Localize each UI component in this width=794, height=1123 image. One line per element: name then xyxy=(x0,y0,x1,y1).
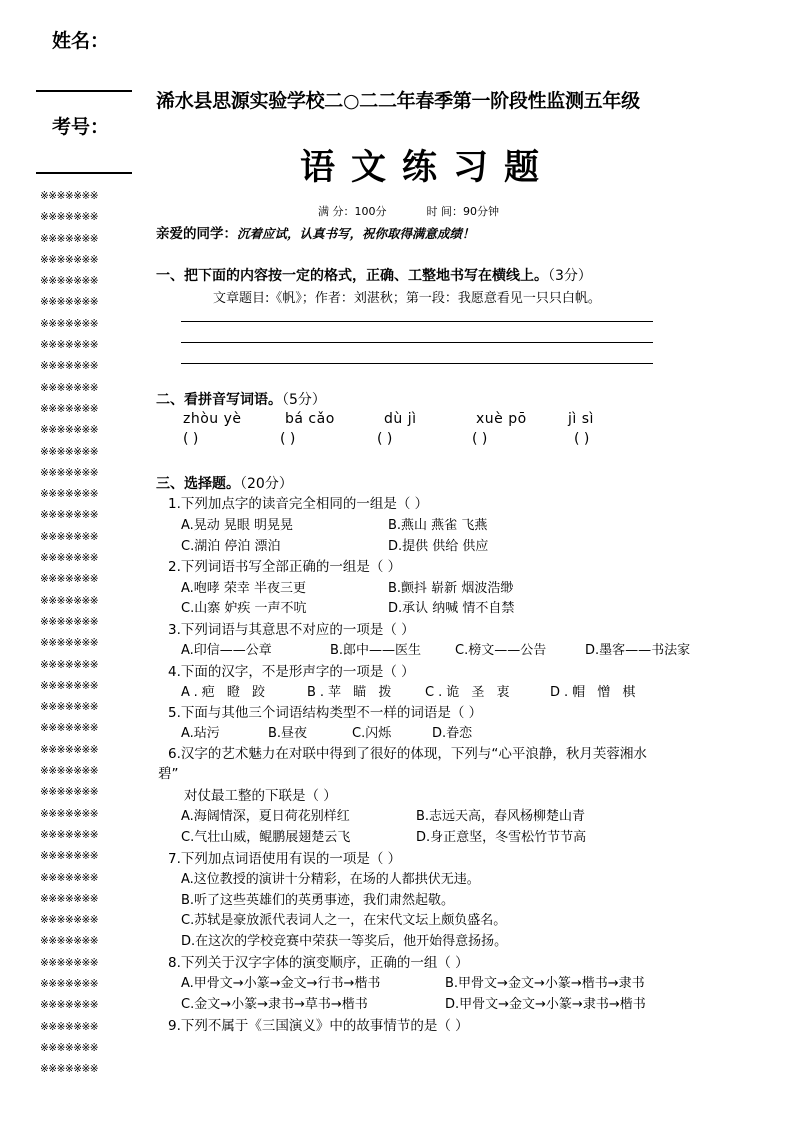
cut-line-row: ※※※※※※※ xyxy=(40,211,99,224)
option-a[interactable]: A.晃动 晃眼 明晃晃 xyxy=(181,518,294,533)
full-score: 满 分：100分 xyxy=(318,205,387,218)
greeting-message: 沉着应试，认真书写，祝你取得满意成绩！ xyxy=(237,226,475,241)
option-d[interactable]: D.墨客——书法家 xyxy=(585,643,691,658)
section-2-title: 二、看拼音写词语。（5分） xyxy=(156,392,326,408)
section-3-title: 三、选择题。（20分） xyxy=(156,476,293,492)
pinyin-item: xuè pō xyxy=(476,411,527,427)
cut-line-row: ※※※※※※※ xyxy=(40,402,99,415)
cut-line-row: ※※※※※※※ xyxy=(40,1041,99,1054)
answer-blank[interactable]: ( ) xyxy=(280,431,296,447)
question-6: 6.汉字的艺术魅力在对联中得到了很好的体现，下列与“心平浪静，秋月芙蓉湘水 xyxy=(168,746,647,762)
cut-line-row: ※※※※※※※ xyxy=(40,296,99,309)
question-7: 7.下列加点词语使用有误的一项是（ ） xyxy=(168,851,402,867)
answer-blanks-row xyxy=(183,431,589,447)
cut-line-row: ※※※※※※※ xyxy=(40,828,99,841)
cut-line-row: ※※※※※※※ xyxy=(40,275,99,288)
cut-line-row: ※※※※※※※ xyxy=(40,552,99,565)
option-c[interactable]: C.闪烁 xyxy=(352,726,392,741)
cut-line-row: ※※※※※※※ xyxy=(40,1063,99,1076)
question-3: 3.下列词语与其意思不对应的一项是（ ） xyxy=(168,622,415,638)
cut-line-row: ※※※※※※※ xyxy=(40,701,99,714)
writing-line[interactable] xyxy=(181,363,653,364)
option-c[interactable]: C.湖泊 停泊 漂泊 xyxy=(181,539,281,554)
option-b[interactable]: B.昼夜 xyxy=(268,726,308,741)
section-1-content: 文章题目:《帆》；作者：刘湛秋；第一段：我愿意看见一只只白帆。 xyxy=(213,291,601,306)
option-a[interactable]: A.海阔情深，夏日荷花别样红 xyxy=(181,809,350,824)
cut-line-row: ※※※※※※※ xyxy=(40,765,99,778)
cut-line-row: ※※※※※※※ xyxy=(40,679,99,692)
pinyin-item: jì sì xyxy=(568,411,594,427)
cut-line-row: ※※※※※※※ xyxy=(40,573,99,586)
option-a[interactable]: A.甲骨文→小篆→金文→行书→楷书 xyxy=(181,976,381,991)
greeting-lead: 亲爱的同学： xyxy=(156,226,237,242)
greeting xyxy=(156,222,475,242)
cut-line-row: ※※※※※※※ xyxy=(40,1020,99,1033)
question-8: 8.下列关于汉字字体的演变顺序，正确的一组（ ） xyxy=(168,955,469,971)
cut-line-row: ※※※※※※※ xyxy=(40,999,99,1012)
cut-line-row: ※※※※※※※ xyxy=(40,339,99,352)
pinyin-item: bá cǎo xyxy=(285,411,335,427)
cut-line-row: ※※※※※※※ xyxy=(40,658,99,671)
option-d[interactable]: D.承认 纳喊 情不自禁 xyxy=(388,601,515,616)
cut-line-row: ※※※※※※※ xyxy=(40,488,99,501)
cut-line-row: ※※※※※※※ xyxy=(40,807,99,820)
cut-line-row: ※※※※※※※ xyxy=(40,935,99,948)
pinyin-item: dù jì xyxy=(384,411,417,427)
cut-line-row: ※※※※※※※ xyxy=(40,594,99,607)
school-title: 浠水县思源实验学校二○二二年春季第一阶段性监测五年级 xyxy=(156,90,640,112)
option-b[interactable]: B.志远天高，春风杨柳楚山青 xyxy=(416,809,586,824)
writing-line[interactable] xyxy=(181,342,653,343)
option-b[interactable]: B.郎中——医生 xyxy=(330,643,422,658)
option-a[interactable]: A.玷污 xyxy=(181,726,220,741)
cut-line-row: ※※※※※※※ xyxy=(40,977,99,990)
cut-line-row: ※※※※※※※ xyxy=(40,445,99,458)
cut-line-row: ※※※※※※※ xyxy=(40,786,99,799)
exam-number-label: 考号： xyxy=(52,116,110,138)
option-a[interactable]: A.印信——公章 xyxy=(181,643,272,658)
option-c[interactable]: C.金文→小篆→隶书→草书→楷书 xyxy=(181,997,368,1012)
exam-meta xyxy=(318,203,499,219)
time-limit: 时 间：90分钟 xyxy=(426,205,499,218)
answer-blank[interactable]: ( ) xyxy=(183,431,199,447)
page-title: 语文练习题 xyxy=(300,148,556,188)
cut-line-row: ※※※※※※※ xyxy=(40,381,99,394)
cut-line-row: ※※※※※※※ xyxy=(40,424,99,437)
binding-cut-line xyxy=(40,186,132,1080)
question-5: 5.下面与其他三个词语结构类型不一样的词语是（ ） xyxy=(168,705,483,721)
option-d[interactable]: D.眷恋 xyxy=(432,726,473,741)
cut-line-row: ※※※※※※※ xyxy=(40,892,99,905)
cut-line-row: ※※※※※※※ xyxy=(40,466,99,479)
option-c[interactable]: C.榜文——公告 xyxy=(455,643,547,658)
cut-line-row: ※※※※※※※ xyxy=(40,360,99,373)
cut-line-row: ※※※※※※※ xyxy=(40,530,99,543)
question-2: 2.下列词语书写全部正确的一组是（ ） xyxy=(168,559,402,575)
option-c[interactable]: C.苏轼是豪放派代表词人之一，在宋代文坛上颇负盛名。 xyxy=(181,913,507,928)
cut-line-row: ※※※※※※※ xyxy=(40,743,99,756)
question-1: 1.下列加点字的读音完全相同的一组是（ ） xyxy=(168,496,429,512)
cut-line-row: ※※※※※※※ xyxy=(40,871,99,884)
option-d[interactable]: D.在这次的学校竞赛中荣获一等奖后，他开始得意扬扬。 xyxy=(181,934,508,949)
option-d[interactable]: D.帽 憎 棋 xyxy=(550,685,640,700)
answer-blank[interactable]: ( ) xyxy=(377,431,393,447)
cut-line-row: ※※※※※※※ xyxy=(40,956,99,969)
cut-line-row: ※※※※※※※ xyxy=(40,317,99,330)
cut-line-row: ※※※※※※※ xyxy=(40,190,99,202)
cut-line-row: ※※※※※※※ xyxy=(40,850,99,863)
option-c[interactable]: C.山寨 妒疾 一声不吭 xyxy=(181,601,307,616)
option-b[interactable]: B.听了这些英雄们的英勇事迹，我们肃然起敬。 xyxy=(181,893,455,908)
answer-blank[interactable]: ( ) xyxy=(574,431,590,447)
option-a[interactable]: A.咆哮 荣幸 半夜三更 xyxy=(181,581,307,596)
pinyin-row xyxy=(183,411,594,427)
option-a[interactable]: A.疤 瞪 跤 xyxy=(181,685,270,700)
writing-line[interactable] xyxy=(181,321,653,322)
option-b[interactable]: B.燕山 燕雀 飞燕 xyxy=(388,518,488,533)
name-label: 姓名： xyxy=(52,30,110,52)
option-b[interactable]: B.苹 瞄 拨 xyxy=(307,685,396,700)
option-b[interactable]: B.颤抖 崭新 烟波浩缈 xyxy=(388,581,514,596)
option-c[interactable]: C.气壮山威，鲲鹏展翅楚云飞 xyxy=(181,830,351,845)
exam-number-underline xyxy=(36,172,132,174)
answer-blank[interactable]: ( ) xyxy=(472,431,488,447)
option-d[interactable]: D.甲骨文→金文→小篆→隶书→楷书 xyxy=(445,997,646,1012)
option-a[interactable]: A.这位教授的演讲十分精彩，在场的人都拱伏无违。 xyxy=(181,872,480,887)
option-c[interactable]: C.诡 圣 衷 xyxy=(425,685,514,700)
cut-line-row: ※※※※※※※ xyxy=(40,615,99,628)
cut-line-row: ※※※※※※※ xyxy=(40,722,99,735)
question-9: 9.下列不属于《三国演义》中的故事情节的是（ ） xyxy=(168,1018,469,1034)
cut-line-row: ※※※※※※※ xyxy=(40,509,99,522)
option-b[interactable]: B.甲骨文→金文→小篆→楷书→隶书 xyxy=(445,976,645,991)
section-1-title: 一、把下面的内容按一定的格式，正确、工整地书写在横线上。（3分） xyxy=(156,268,592,284)
pinyin-item: zhòu yè xyxy=(183,411,242,427)
name-underline xyxy=(36,90,132,92)
question-4: 4.下面的汉字，不是形声字的一项是（ ） xyxy=(168,664,415,680)
question-6-continued: 碧” xyxy=(158,766,179,782)
cut-line-row: ※※※※※※※ xyxy=(40,232,99,245)
cut-line-row: ※※※※※※※ xyxy=(40,914,99,927)
cut-line-row: ※※※※※※※ xyxy=(40,637,99,650)
question-6-prompt: 对仗最工整的下联是（ ） xyxy=(184,788,337,804)
cut-line-row: ※※※※※※※ xyxy=(40,253,99,266)
option-d[interactable]: D.身正意坚，冬雪松竹节节高 xyxy=(416,830,587,845)
option-d[interactable]: D.提供 供给 供应 xyxy=(388,539,489,554)
